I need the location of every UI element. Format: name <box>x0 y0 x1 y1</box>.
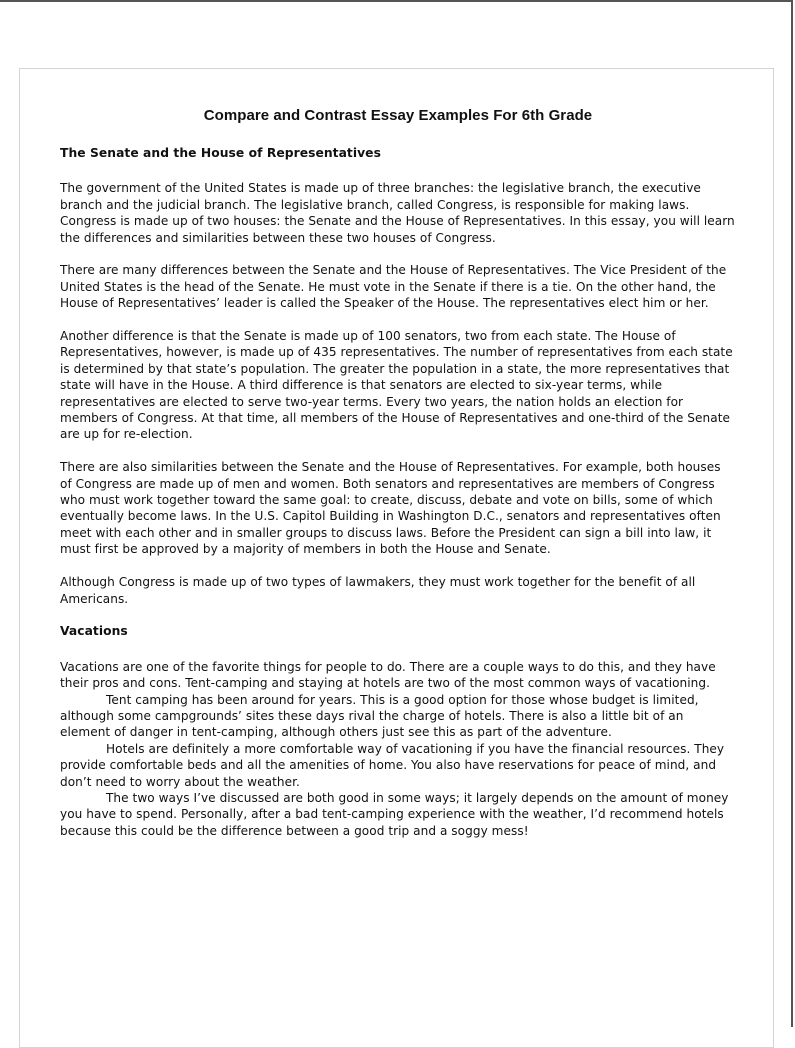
paragraph-hotels: Hotels are definitely a more comfortable way of vacationing if you have the financial resources. They provide comfortable beds and all the amenities of home. You also have reservations for peace of mind, and don’t need to worry about the weather. <box>60 741 725 789</box>
paragraph-another-difference: Another difference is that the Senate is made up of 100 senators, two from each state. The House of Representatives, however, is made up of 435 representatives. The number of representatives from each state is determined by that state’s population. The greater the population in a state, the more representatives that state will have in the House. A third difference is that senators are elected to six-year terms, while representatives are elected to serve two-year terms. Every two years, the nation holds an election for members of Congress. At that time, all members of the House of Representatives and one-third of the Senate are up for re-election. <box>60 329 733 442</box>
paragraph-vacations-conclusion: The two ways I’ve discussed are both good in some ways; it largely depends on the amount of money you have to spend. Personally, after a bad tent-camping experience with the weather, I’d recommend hotels because this could be the difference between a good trip and a soggy mess! <box>60 790 729 838</box>
document-content <box>60 107 736 839</box>
paragraph-vacations-intro: Vacations are one of the favorite things for people to do. There are a couple ways to do this, and they have their pros and cons. Tent-camping and staying at hotels are two of the most common ways of vacationing. <box>60 659 716 691</box>
document-page <box>19 68 774 1048</box>
paragraph-conclusion: Although Congress is made up of two types of lawmakers, they must work together for the benefit of all Americans. <box>60 575 696 606</box>
document-title: Compare and Contrast Essay Examples For 6th Grade <box>203 107 593 124</box>
section-heading-senate-house: The Senate and the House of Representatives <box>60 146 381 160</box>
paragraph-tent-camping: Tent camping has been around for years. This is a good option for those whose budget is limited, although some campgrounds’ sites these days rival the charge of hotels. There is also a little bit of an element of danger in tent-camping, although others just see this as part of the adventure. <box>60 692 699 740</box>
paragraph-intro: The government of the United States is made up of three branches: the legislative branch, the executive branch and the judicial branch. The legislative branch, called Congress, is responsible for making laws. Congress is made up of two houses: the Senate and the House of Representatives. In this essay, you will learn the differences and similarities between these two houses of Congress. <box>60 181 735 245</box>
paragraph-differences: There are many differences between the Senate and the House of Representatives. The Vice President of the United States is the head of the Senate. He must vote in the Senate if there is a tie. On the other hand, the House of Representatives’ leader is called the Speaker of the House. The representatives elect him or her. <box>60 263 727 311</box>
section-heading-vacations: Vacations <box>60 624 128 639</box>
paragraph-similarities: There are also similarities between the Senate and the House of Representatives. For example, both houses of Congress are made up of men and women. Both senators and representatives are members of Congress who must work together toward the same goal: to create, discuss, debate and vote on bills, some of which eventually become laws. In the U.S. Capitol Building in Washington D.C., senators and representatives often meet with each other and in smaller groups to discuss laws. Before the President can sign a bill into law, it must first be approved by a majority of members in both the House and Senate. <box>60 460 721 557</box>
